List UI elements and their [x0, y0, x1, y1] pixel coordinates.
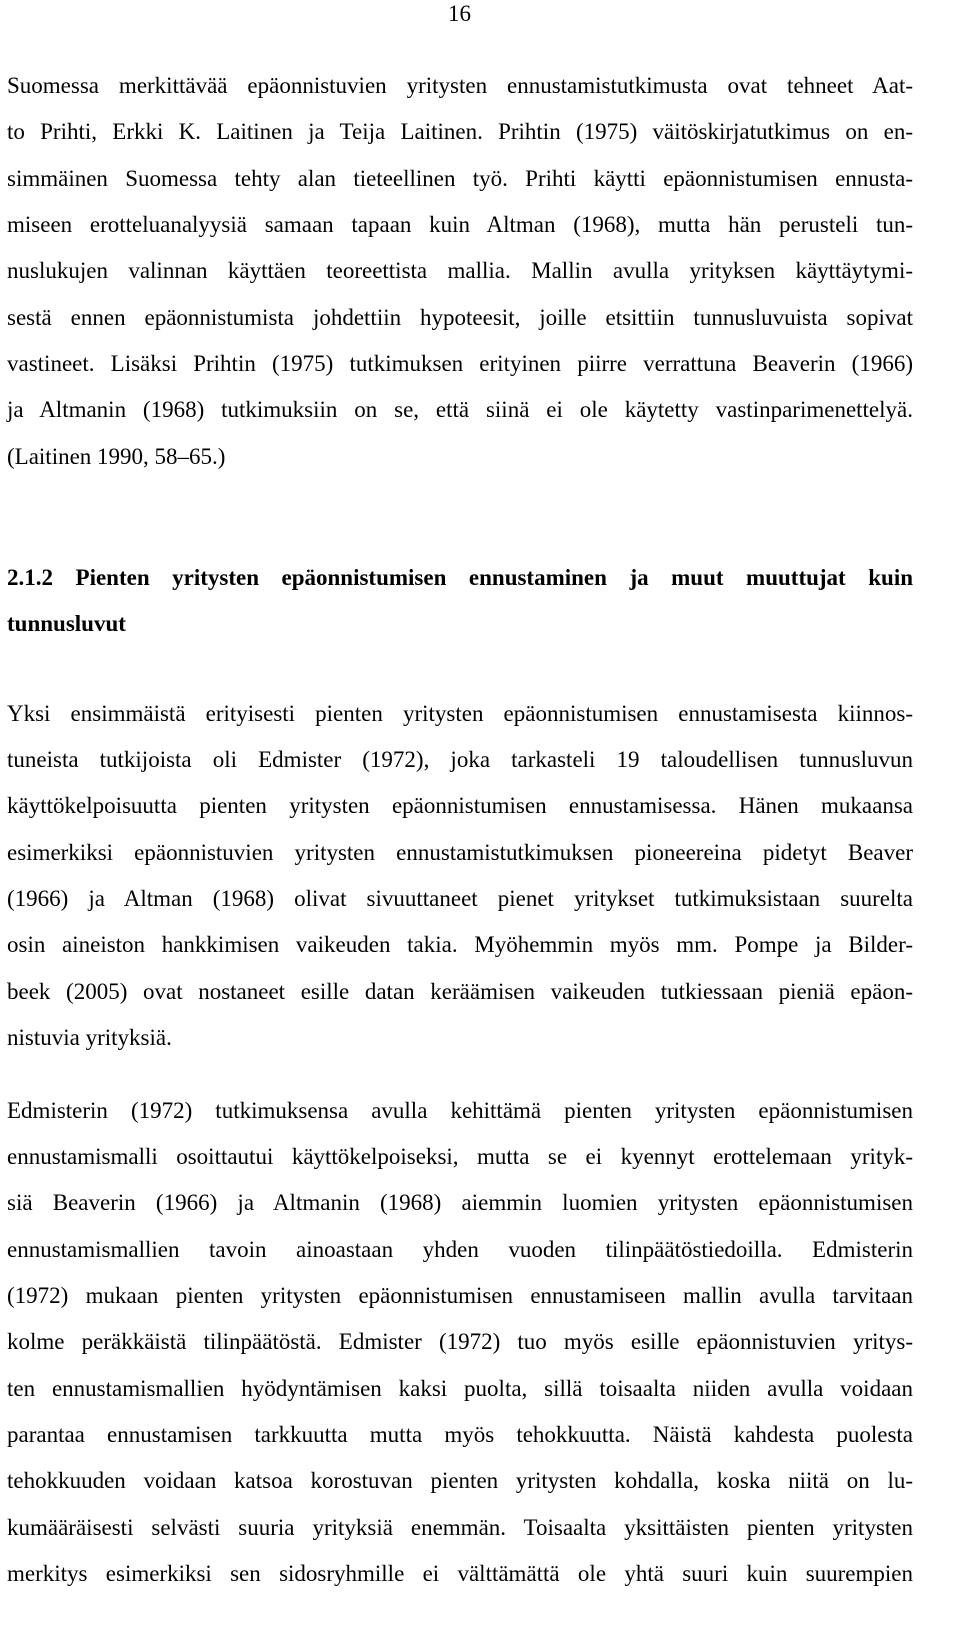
text-line: nistuvia yrityksiä. [7, 1025, 172, 1050]
text-line: ja Altmanin (1968) tutkimuksiin on se, että siinä ei ole käytetty vastinparimenettelyä. [7, 397, 913, 422]
heading-line: 2.1.2 Pienten yritysten epäonnistumisen ennustaminen ja muut muuttujat kuin [7, 565, 913, 590]
heading-line: tunnusluvut [7, 611, 126, 636]
text-line: Yksi ensimmäistä erityisesti pienten yritysten epäonnistumisen ennustamisesta kiinnos- [7, 701, 913, 726]
text-line: osin aineiston hankkimisen vaikeuden takia. Myöhemmin myös mm. Pompe ja Bilder- [7, 932, 913, 957]
text-line: siä Beaverin (1966) ja Altmanin (1968) aiemmin luomien yritysten epäonnistumisen [7, 1190, 913, 1215]
text-line: miseen erotteluanalyysiä samaan tapaan kuin Altman (1968), mutta hän perusteli tun- [7, 212, 913, 237]
text-line: kolme peräkkäistä tilinpäätöstä. Edmister (1972) tuo myös esille epäonnistuvien yritys- [7, 1329, 913, 1354]
text-line: (1972) mukaan pienten yritysten epäonnistumisen ennustamiseen mallin avulla tarvitaan [7, 1283, 913, 1308]
text-line: tuneista tutkijoista oli Edmister (1972), joka tarkasteli 19 taloudellisen tunnusluvun [7, 747, 913, 772]
text-line: sestä ennen epäonnistumista johdettiin hypoteesit, joille etsittiin tunnusluvuista sopivat [7, 305, 913, 330]
text-line: parantaa ennustamisen tarkkuutta mutta myös tehokkuutta. Näistä kahdesta puolesta [7, 1422, 913, 1447]
text-line: simmäinen Suomessa tehty alan tieteellinen työ. Prihti käytti epäonnistumisen ennusta- [7, 166, 913, 191]
text-line: ten ennustamismallien hyödyntämisen kaksi puolta, sillä toisaalta niiden avulla voidaan [7, 1376, 913, 1401]
text-line: Suomessa merkittävää epäonnistuvien yritysten ennustamistutkimusta ovat tehneet Aat- [7, 73, 913, 98]
text-line: käyttökelpoisuutta pienten yritysten epäonnistumisen ennustamisessa. Hänen mukaansa [7, 793, 913, 818]
text-line: ennustamismalli osoittautui käyttökelpoiseksi, mutta se ei kyennyt erottelemaan yrityk- [7, 1144, 913, 1169]
text-line: merkitys esimerkiksi sen sidosryhmille ei välttämättä ole yhtä suuri kuin suurempien [7, 1561, 913, 1586]
text-line: Edmisterin (1972) tutkimuksensa avulla kehittämä pienten yritysten epäonnistumisen [7, 1098, 913, 1123]
text-line: tehokkuuden voidaan katsoa korostuvan pienten yritysten kohdalla, koska niitä on lu- [7, 1468, 913, 1493]
text-line: beek (2005) ovat nostaneet esille datan keräämisen vaikeuden tutkiessaan pieniä epäon- [7, 979, 913, 1004]
text-line: (1966) ja Altman (1968) olivat sivuuttaneet pienet yritykset tutkimuksistaan suurelta [7, 886, 913, 911]
text-line: nuslukujen valinnan käyttäen teoreettista mallia. Mallin avulla yrityksen käyttäytymi- [7, 258, 913, 283]
text-line: vastineet. Lisäksi Prihtin (1975) tutkimuksen erityinen piirre verrattuna Beaverin (1966) [7, 351, 913, 376]
text-line: ennustamismallien tavoin ainoastaan yhden vuoden tilinpäätöstiedoilla. Edmisterin [7, 1237, 913, 1262]
text-line: to Prihti, Erkki K. Laitinen ja Teija Laitinen. Prihtin (1975) väitöskirjatutkimus on en- [7, 119, 913, 144]
text-line: (Laitinen 1990, 58–65.) [7, 444, 226, 469]
text-line: esimerkiksi epäonnistuvien yritysten ennustamistutkimuksen pioneereina pidetyt Beaver [7, 840, 913, 865]
text-line: kumääräisesti selvästi suuria yrityksiä enemmän. Toisaalta yksittäisten pienten yritysten [7, 1515, 913, 1540]
page-number: 16 [448, 1, 471, 26]
